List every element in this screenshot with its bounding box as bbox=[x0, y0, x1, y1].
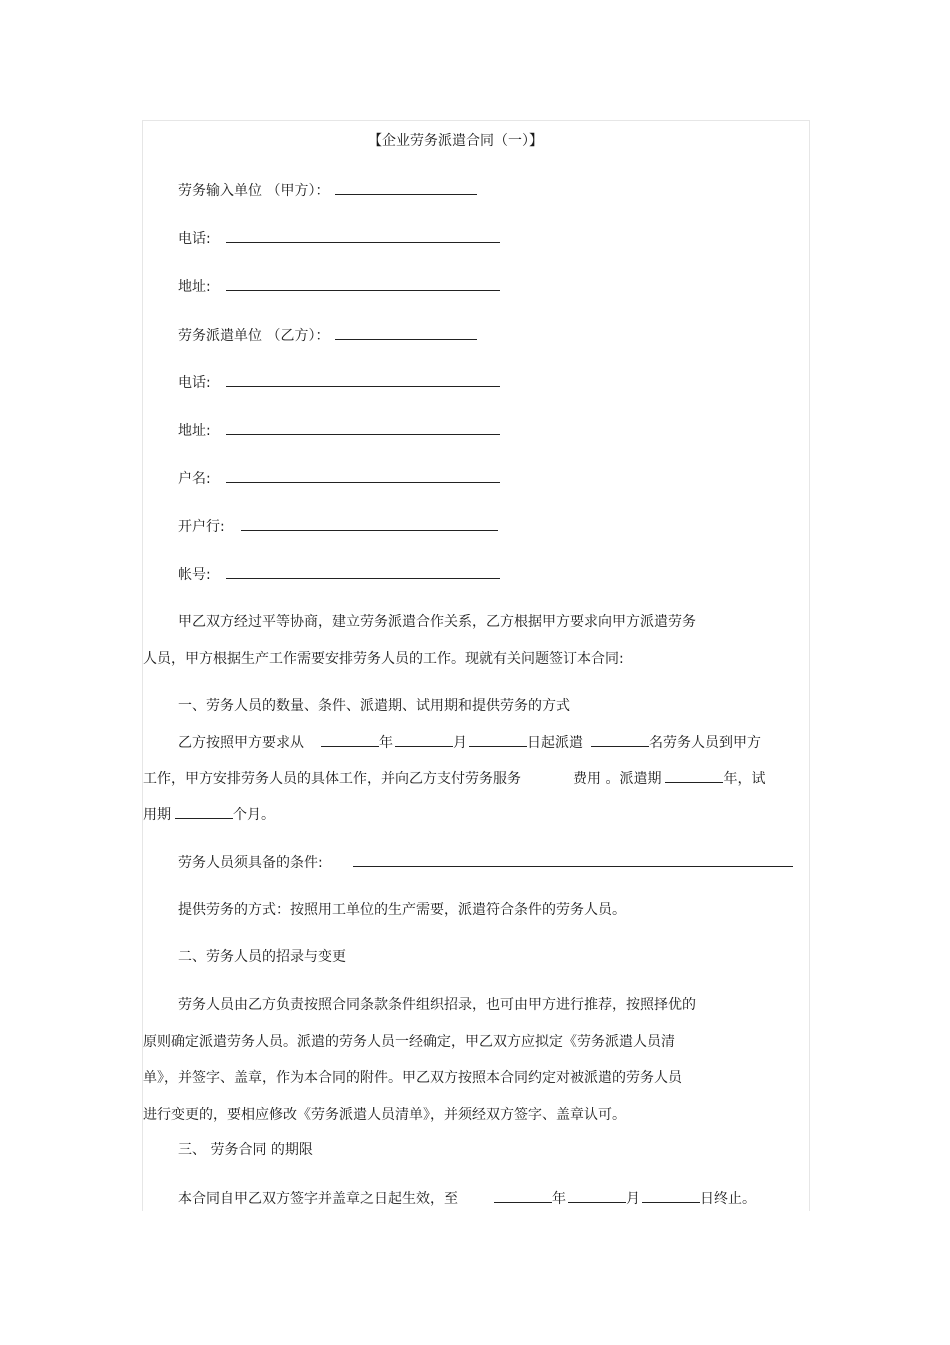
party-b-phone-blank[interactable] bbox=[226, 373, 500, 387]
end-year-label: 年 bbox=[552, 1191, 566, 1207]
section-3-heading: 三、 劳务合同 的期限 bbox=[178, 1142, 313, 1158]
party-b-address-blank[interactable] bbox=[226, 421, 500, 435]
end-month-label: 月 bbox=[626, 1191, 640, 1207]
party-a-address-blank[interactable] bbox=[226, 277, 500, 291]
day-dispatch-label: 日起派遣 bbox=[527, 735, 583, 751]
trial-months-blank[interactable] bbox=[175, 805, 233, 819]
end-month-blank[interactable] bbox=[568, 1189, 626, 1203]
start-year-blank[interactable] bbox=[321, 733, 379, 747]
service-fee-text: 工作，甲方安排劳务人员的具体工作，并向乙方支付劳务服务 bbox=[143, 771, 521, 787]
party-a-phone-blank[interactable] bbox=[226, 229, 500, 243]
party-b-account-name-blank[interactable] bbox=[226, 469, 500, 483]
party-a-label: 劳务输入单位 （甲方）： bbox=[178, 183, 330, 199]
year-label: 年 bbox=[379, 735, 393, 751]
dispatch-years-blank[interactable] bbox=[665, 769, 723, 783]
party-b-account-no-blank[interactable] bbox=[226, 565, 500, 579]
party-a-phone-label: 电话: bbox=[178, 231, 211, 247]
section-1-heading: 一、劳务人员的数量、条件、派遣期、试用期和提供劳务的方式 bbox=[178, 698, 570, 714]
section-2-line-1: 劳务人员由乙方负责按照合同条款条件组织招录，也可由甲方进行推荐，按照择优的 bbox=[178, 997, 696, 1013]
end-day-blank[interactable] bbox=[642, 1189, 700, 1203]
conditions-line bbox=[178, 853, 793, 872]
section-3-para bbox=[178, 1189, 756, 1208]
months-text: 个月。 bbox=[233, 807, 275, 823]
party-b-address-line bbox=[178, 421, 500, 440]
years-trial-text: 年，试 bbox=[723, 771, 766, 787]
start-day-blank[interactable] bbox=[469, 733, 527, 747]
workers-to-party-a-text: 名劳务人员到甲方 bbox=[649, 735, 761, 751]
party-a-phone-line bbox=[178, 229, 500, 248]
party-b-phone-label: 电话: bbox=[178, 375, 211, 391]
party-b-phone-line bbox=[178, 373, 500, 392]
party-b-account-name-line bbox=[178, 469, 500, 488]
section-1-para-line-1 bbox=[178, 733, 761, 752]
party-b-bank-label: 开户行: bbox=[178, 519, 225, 535]
section-2-line-3: 单》，并签字、盖章，作为本合同的附件。甲乙双方按照本合同约定对被派遣的劳务人员 bbox=[143, 1070, 682, 1086]
worker-count-blank[interactable] bbox=[591, 733, 649, 747]
party-b-label: 劳务派遣单位 （乙方）： bbox=[178, 328, 330, 344]
service-method: 提供劳务的方式：按照用工单位的生产需要，派遣符合条件的劳务人员。 bbox=[178, 902, 626, 918]
end-day-label: 日终止。 bbox=[700, 1191, 756, 1207]
party-b-account-name-label: 户名: bbox=[178, 471, 211, 487]
party-b-account-no-line bbox=[178, 565, 500, 584]
intro-line-2: 人员，甲方根据生产工作需要安排劳务人员的工作。现就有关问题签订本合同: bbox=[143, 651, 624, 667]
conditions-blank[interactable] bbox=[353, 853, 793, 867]
dispatch-period-label: 费用 。派遣期 bbox=[573, 771, 662, 787]
end-year-blank[interactable] bbox=[494, 1189, 552, 1203]
conditions-label: 劳务人员须具备的条件: bbox=[178, 855, 323, 871]
party-a-address-line bbox=[178, 277, 500, 296]
section-1-para-line-3 bbox=[143, 805, 275, 824]
trial-period-label: 用期 bbox=[143, 807, 171, 823]
party-a-blank[interactable] bbox=[335, 181, 477, 195]
section-2-line-2: 原则确定派遣劳务人员。派遣的劳务人员一经确定，甲乙双方应拟定《劳务派遣人员清 bbox=[143, 1034, 675, 1050]
party-b-bank-line bbox=[178, 517, 498, 536]
party-b-line bbox=[178, 326, 477, 345]
dispatch-from-text: 乙方按照甲方要求从 bbox=[178, 735, 304, 751]
start-month-blank[interactable] bbox=[395, 733, 453, 747]
party-b-address-label: 地址: bbox=[178, 423, 211, 439]
document-title: 【企业劳务派遣合同（一）】 bbox=[368, 133, 543, 149]
section-2-line-4: 进行变更的，要相应修改《劳务派遣人员清单》，并须经双方签字、盖章认可。 bbox=[143, 1107, 626, 1123]
section-2-heading: 二、劳务人员的招录与变更 bbox=[178, 949, 346, 965]
party-a-address-label: 地址: bbox=[178, 279, 211, 295]
section-1-para-line-2 bbox=[143, 769, 765, 788]
intro-line-1: 甲乙双方经过平等协商，建立劳务派遣合作关系，乙方根据甲方要求向甲方派遣劳务 bbox=[178, 614, 696, 630]
party-a-line bbox=[178, 181, 477, 200]
effective-text: 本合同自甲乙双方签字并盖章之日起生效，至 bbox=[178, 1191, 458, 1207]
party-b-bank-blank[interactable] bbox=[241, 517, 498, 531]
party-b-account-no-label: 帐号: bbox=[178, 567, 211, 583]
party-b-blank[interactable] bbox=[335, 326, 477, 340]
month-label: 月 bbox=[453, 735, 467, 751]
